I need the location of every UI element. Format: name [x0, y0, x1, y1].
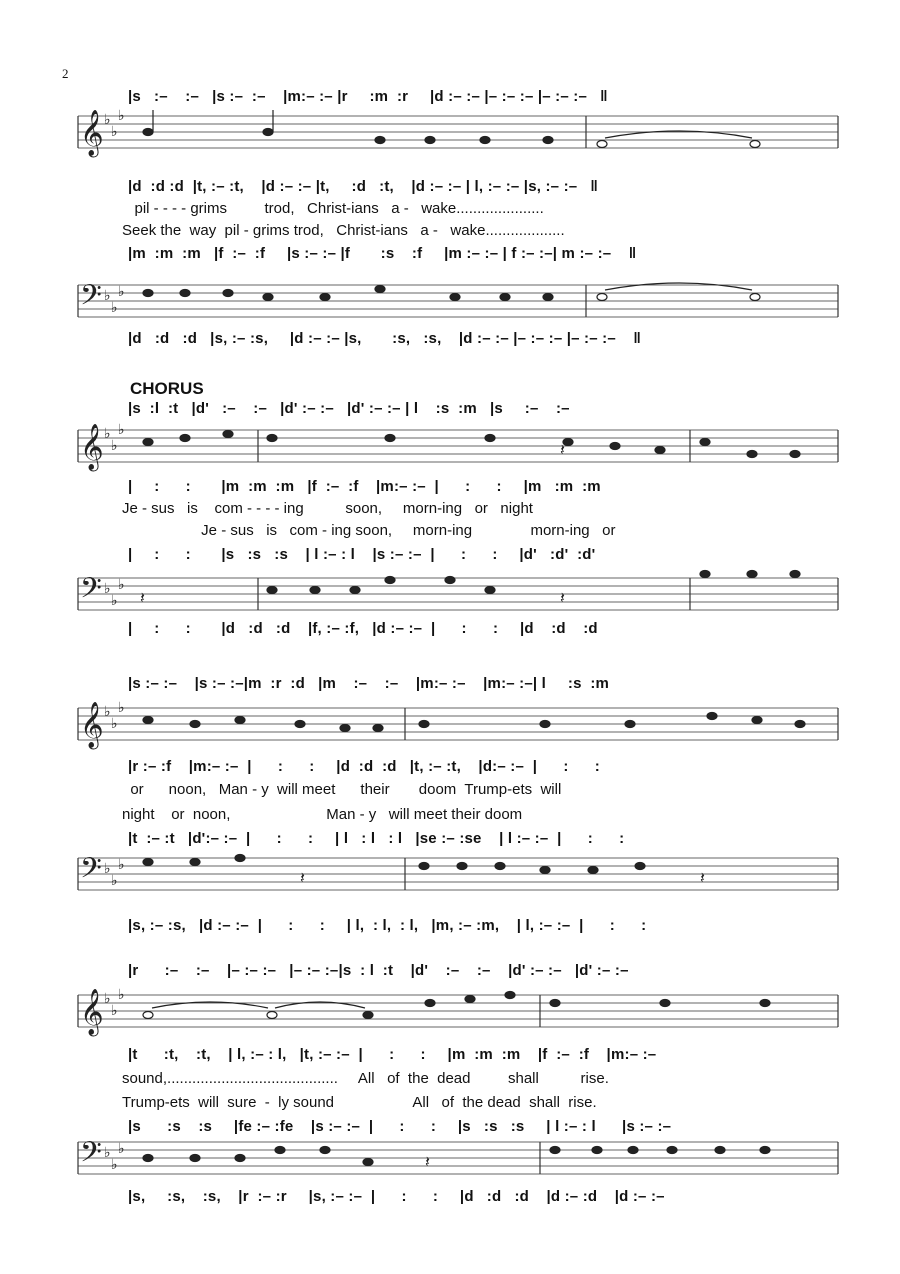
- svg-text:♭: ♭: [111, 716, 118, 732]
- svg-text:♭: ♭: [111, 438, 118, 454]
- chorus-heading: CHORUS: [130, 379, 204, 398]
- svg-text:𝄽: 𝄽: [560, 440, 565, 459]
- system1-lyric-line2: Seek the way pil - grims trod, Christ-ians a - wake...................: [122, 222, 565, 239]
- treble-staff-2: [78, 430, 838, 462]
- svg-text:♭: ♭: [104, 704, 111, 720]
- svg-text:♭: ♭: [104, 1145, 111, 1161]
- svg-text:𝄢: 𝄢: [80, 572, 102, 612]
- svg-text:♭: ♭: [118, 422, 125, 438]
- treble-staff-1: [78, 116, 838, 148]
- svg-text:𝄞: 𝄞: [80, 989, 104, 1035]
- system3-lyric-line1: or noon, Man - y will meet their doom Trump-ets will: [122, 781, 562, 798]
- system4-alto-solfa: |t :t, :t, | l, :– : l, |t, :– :– | : : |m :m :m |f :– :f |m:– :–: [128, 1046, 657, 1063]
- svg-text:♭: ♭: [111, 124, 118, 140]
- system4-bass-solfa: |s, :s, :s, |r :– :r |s, :– :– | : : |d :d :d |d :– :d |d :– :–: [128, 1188, 665, 1205]
- system2-lyric-line2: Je - sus is com - ing soon, morn-ing morn-ing or: [122, 522, 616, 539]
- svg-text:𝄞: 𝄞: [80, 702, 104, 748]
- svg-text:♭: ♭: [118, 577, 125, 593]
- svg-text:♭: ♭: [118, 284, 125, 300]
- bass-clef-icon: 𝄢: [80, 279, 102, 319]
- system2-bass-solfa: | : : |d :d :d |f, :– :f, |d :– :– | : : |d :d :d: [128, 620, 598, 637]
- svg-text:♭: ♭: [104, 426, 111, 442]
- svg-text:♭: ♭: [111, 593, 118, 609]
- svg-text:𝄞: 𝄞: [80, 424, 104, 470]
- system1-lyric-line1: pil - - - - grims trod, Christ-ians a - wake.....................: [122, 200, 544, 217]
- svg-text:♭: ♭: [118, 987, 125, 1003]
- system3-tenor-solfa: |t :– :t |d':– :– | : : | l : l : l |se :– :se | l :– :– | : :: [128, 830, 625, 847]
- svg-text:♭: ♭: [104, 581, 111, 597]
- page-number: 2: [62, 66, 69, 81]
- svg-text:♭: ♭: [104, 991, 111, 1007]
- system3-soprano-solfa: |s :– :– |s :– :–|m :r :d |m :– :– |m:– :– |m:– :–| l :s :m: [128, 675, 610, 692]
- system4-soprano-solfa: |r :– :– |– :– :– |– :– :–|s : l :t |d' :– :– |d' :– :– |d' :– :–: [128, 962, 629, 979]
- system3-bass-solfa: |s, :– :s, |d :– :– | : : | l, : l, : l, |m, :– :m, | l, :– :– | : :: [128, 917, 647, 934]
- system3-lyric-line2: night or noon, Man - y will meet their doom: [122, 806, 523, 823]
- bass-staff-1: [78, 285, 838, 317]
- system4-lyric-line1: sound,......................................... All of the dead shall rise.: [122, 1070, 609, 1087]
- svg-text:♭: ♭: [118, 700, 125, 716]
- svg-text:𝄢: 𝄢: [80, 852, 102, 892]
- system3-alto-solfa: |r :– :f |m:– :– | : : |d :d :d |t, :– :t, |d:– :– | : :: [128, 758, 600, 775]
- svg-text:♭: ♭: [104, 861, 111, 877]
- system2-soprano-solfa: |s :l :t |d' :– :– |d' :– :– |d' :– :– | l :s :m |s :– :–: [128, 400, 570, 417]
- svg-text:♭: ♭: [111, 1003, 118, 1019]
- treble-clef-icon: 𝄞: [80, 110, 104, 156]
- svg-text:𝄢: 𝄢: [80, 1136, 102, 1176]
- system4-lyric-line2: Trump-ets will sure - ly sound All of the dead shall rise.: [122, 1094, 597, 1111]
- treble-staff-4: [78, 995, 838, 1027]
- svg-text:𝄽: 𝄽: [300, 868, 305, 887]
- svg-text:♭: ♭: [104, 288, 111, 304]
- svg-text:♭: ♭: [111, 873, 118, 889]
- svg-text:♭: ♭: [118, 108, 125, 124]
- bass-staff-2: [78, 578, 838, 610]
- svg-text:♭: ♭: [111, 1157, 118, 1173]
- svg-text:♭: ♭: [118, 857, 125, 873]
- svg-text:♭: ♭: [104, 112, 111, 128]
- svg-text:𝄽: 𝄽: [560, 588, 565, 607]
- svg-text:♭: ♭: [118, 1141, 125, 1157]
- system1-tenor-solfa: |m :m :m |f :– :f |s :– :– |f :s :f |m :– :– | f :– :–| m :– :– ‖: [128, 245, 637, 262]
- system1-alto-solfa: |d :d :d |t, :– :t, |d :– :– |t, :d :t, |d :– :– | l, :– :– |s, :– :– ‖: [128, 178, 599, 195]
- system2-alto-solfa: | : : |m :m :m |f :– :f |m:– :– | : : |m :m :m: [128, 478, 601, 495]
- system2-lyric-line1: Je - sus is com - - - - ing soon, morn-ing or night: [122, 500, 533, 517]
- system1-bass-solfa: |d :d :d |s, :– :s, |d :– :– |s, :s, :s, |d :– :– |– :– :– |– :– :– ‖: [128, 330, 642, 347]
- noteheads: [143, 110, 805, 1166]
- svg-text:𝄽: 𝄽: [700, 868, 705, 887]
- system2-tenor-solfa: | : : |s :s :s | l :– : l |s :– :– | : : |d' :d' :d': [128, 546, 596, 563]
- svg-text:𝄽: 𝄽: [425, 1152, 430, 1171]
- system1-soprano-solfa: |s :– :– |s :– :– |m:– :– |r :m :r |d :– :– |– :– :– |– :– :– ‖: [128, 88, 608, 105]
- system4-tenor-solfa: |s :s :s |fe :– :fe |s :– :– | : : |s :s :s | l :– : l |s :– :–: [128, 1118, 672, 1135]
- svg-text:♭: ♭: [111, 300, 118, 316]
- svg-text:𝄽: 𝄽: [140, 588, 145, 607]
